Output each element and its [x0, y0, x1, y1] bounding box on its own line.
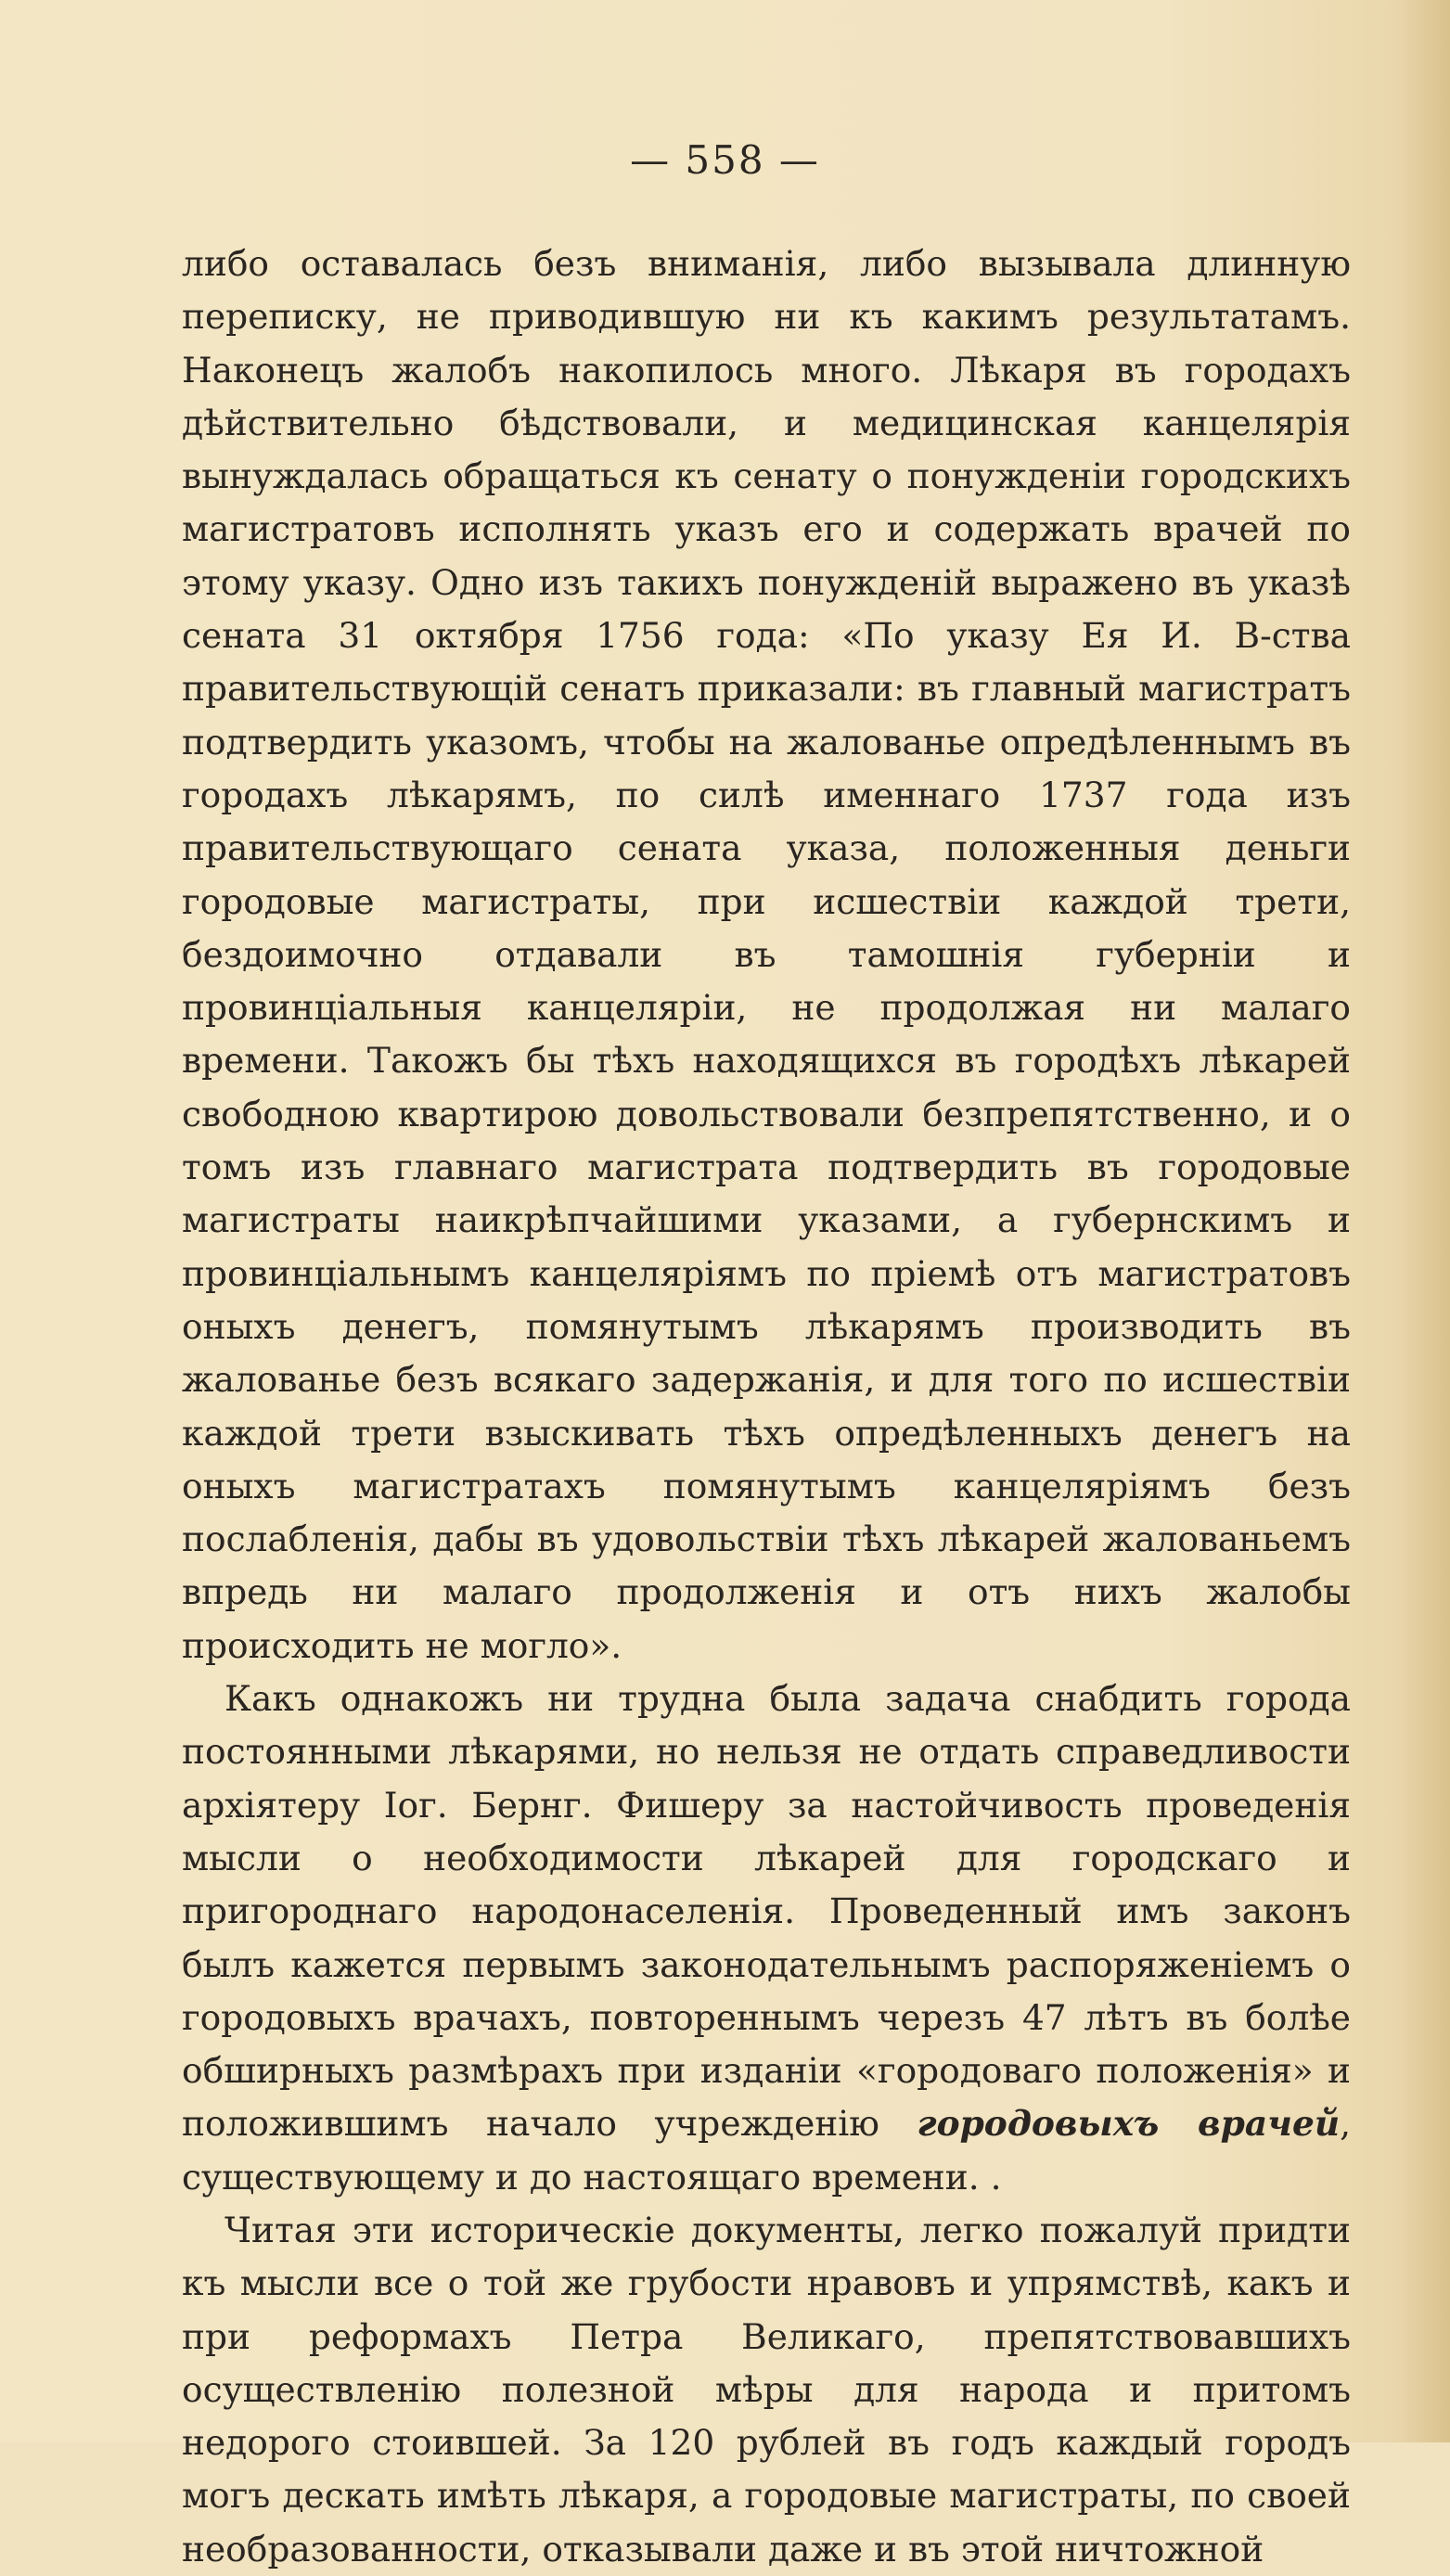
page-number: — 558 — — [630, 137, 820, 183]
paragraph-2 — [182, 1672, 1351, 2204]
paragraph-2-text-end: , существующему и до настоящаго времени. . — [182, 2103, 1352, 2198]
paragraph-2-text: Какъ однакожъ ни трудна была задача снабдить города постоянными лѣкарями, но нельзя не отдать справедливости архіятеру Іог. Бернг. Фишеру за настойчивость проведенія мысли о необходимости лѣкарей для городскаго и пригороднаго народонаселенія. Проведенный имъ законъ былъ кажется первымъ законодательнымъ распоряженіемъ о городовыхъ врачахъ, повтореннымъ черезъ 47 лѣтъ въ болѣе обширныхъ размѣрахъ при изданіи «городоваго положенія» и положившимъ начало учрежденію — [182, 1678, 1351, 2145]
paragraph-3-text: Читая эти историческіе документы, легко пожалуй придти къ мысли все о той же грубости нравовъ и упрямствѣ, какъ и при реформахъ Петра Великаго, препятствовавшихъ осуществленію полезной мѣры для народа и притомъ недорого стоившей. За 120 рублей въ годъ каждый городъ могъ дескать имѣть лѣкаря, а городовые магистраты, по своей необразованности, отказывали даже и въ этой ничтожной — [182, 2209, 1351, 2570]
paragraph-1-text: либо оставалась безъ вниманія, либо вызывала длинную переписку, не приводившую ни къ какимъ результатамъ. Наконецъ жалобъ накопилось много. Лѣкаря въ городахъ дѣйствительно бѣдствовали, и медицинская канцелярія вынуждалась обращаться къ сенату о понужденіи городскихъ магистратовъ исполнять указъ его и содержать врачей по этому указу. Одно изъ такихъ понужденій выражено въ указѣ сената 31 октября 1756 года: «По указу Ея И. В-ства правительствующій сенатъ приказали: въ главный магистратъ подтвердить указомъ, чтобы на жалованье опредѣленнымъ въ городахъ лѣкарямъ, по силѣ именнаго 1737 года изъ правительствующаго сената указа, положенныя деньги городовые магистраты, при исшествіи каждой трети, бездоимочно отдавали въ тамошнія губерніи и провинціальныя канцеляріи, не продолжая ни малаго времени. Такожъ бы тѣхъ находящихся въ городѣхъ лѣкарей свободною квартирою довольствовали безпрепятственно, и о томъ изъ главнаго магистрата подтвердить въ городовые магистраты наикрѣпчайшими указами, а губернскимъ и провинціальнымъ канцеляріямъ по пріемѣ отъ магистратовъ оныхъ денегъ, помянутымъ лѣкарямъ производить въ жалованье безъ всякаго задержанія, и для того по исшествіи каждой трети взыскивать тѣхъ опредѣленныхъ денегъ на оныхъ магистратахъ помянутымъ канцеляріямъ безъ послабленія, дабы въ удовольствіи тѣхъ лѣкарей жалованьемъ впредь ни малаго продолженія и отъ нихъ жалобы происходить не могло». — [182, 243, 1351, 1666]
italic-term: городовыхъ врачей — [917, 2103, 1341, 2145]
body-text — [182, 237, 1351, 2576]
paragraph-3 — [182, 2204, 1351, 2576]
paragraph-1 — [182, 237, 1351, 1672]
